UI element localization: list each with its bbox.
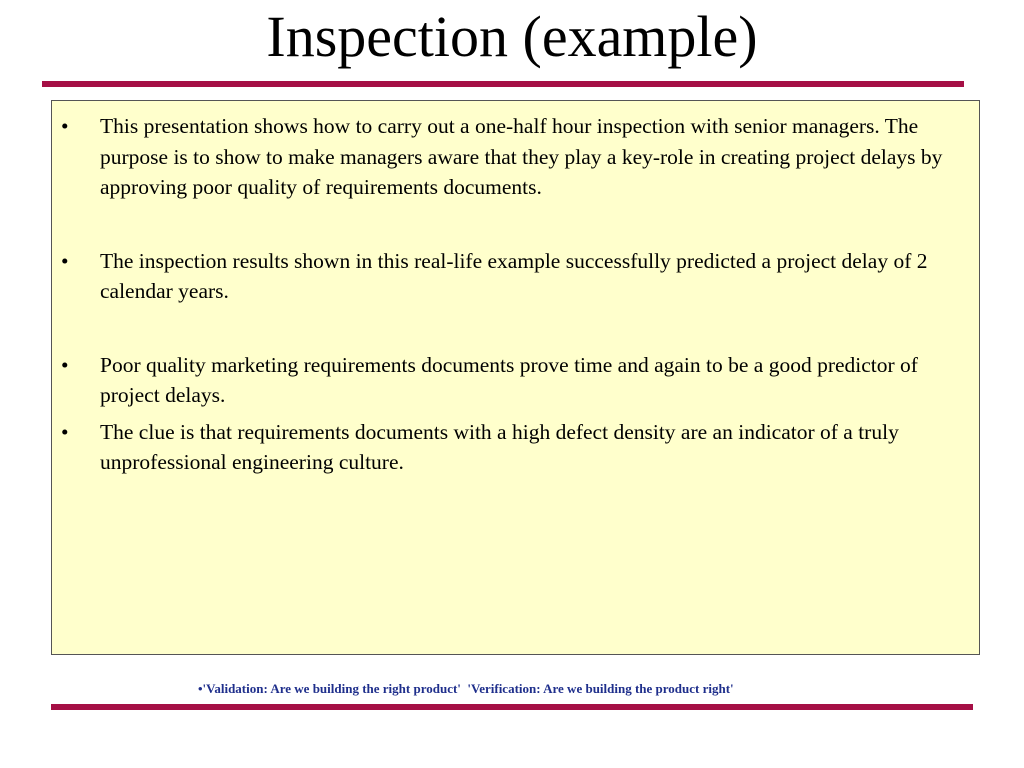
bullet-icon: •	[61, 419, 69, 444]
title-divider	[42, 81, 964, 87]
bullet-item	[52, 111, 979, 203]
bullet-icon: •	[61, 248, 69, 273]
bullet-item	[52, 246, 979, 307]
bullet-icon: •	[61, 114, 69, 138]
bullet-item	[52, 417, 979, 478]
footer-note: •'Validation: Are we building the right product' 'Verification: Are we building the product right'	[198, 681, 734, 696]
bullet-text: The inspection results shown in this real-life example successfully predicted a project delay of 2 calendar years.	[100, 248, 928, 303]
bullet-icon: •	[61, 352, 69, 377]
bullet-text: The clue is that requirements documents with a high defect density are an indicator of a truly unprofessional engineering culture.	[100, 419, 899, 474]
bullet-text: This presentation shows how to carry out a one-half hour inspection with senior managers. The purpose is to show to make managers aware that they play a key-role in creating project delays by approving poor quality of requirements documents.	[100, 114, 943, 199]
footer-divider	[51, 704, 973, 710]
content-box	[51, 100, 980, 655]
bullet-text: Poor quality marketing requirements documents prove time and again to be a good predictor of project delays.	[100, 352, 918, 407]
slide-title: Inspection (example)	[266, 4, 758, 69]
bullet-item	[52, 350, 979, 411]
bullet-list	[52, 111, 979, 478]
